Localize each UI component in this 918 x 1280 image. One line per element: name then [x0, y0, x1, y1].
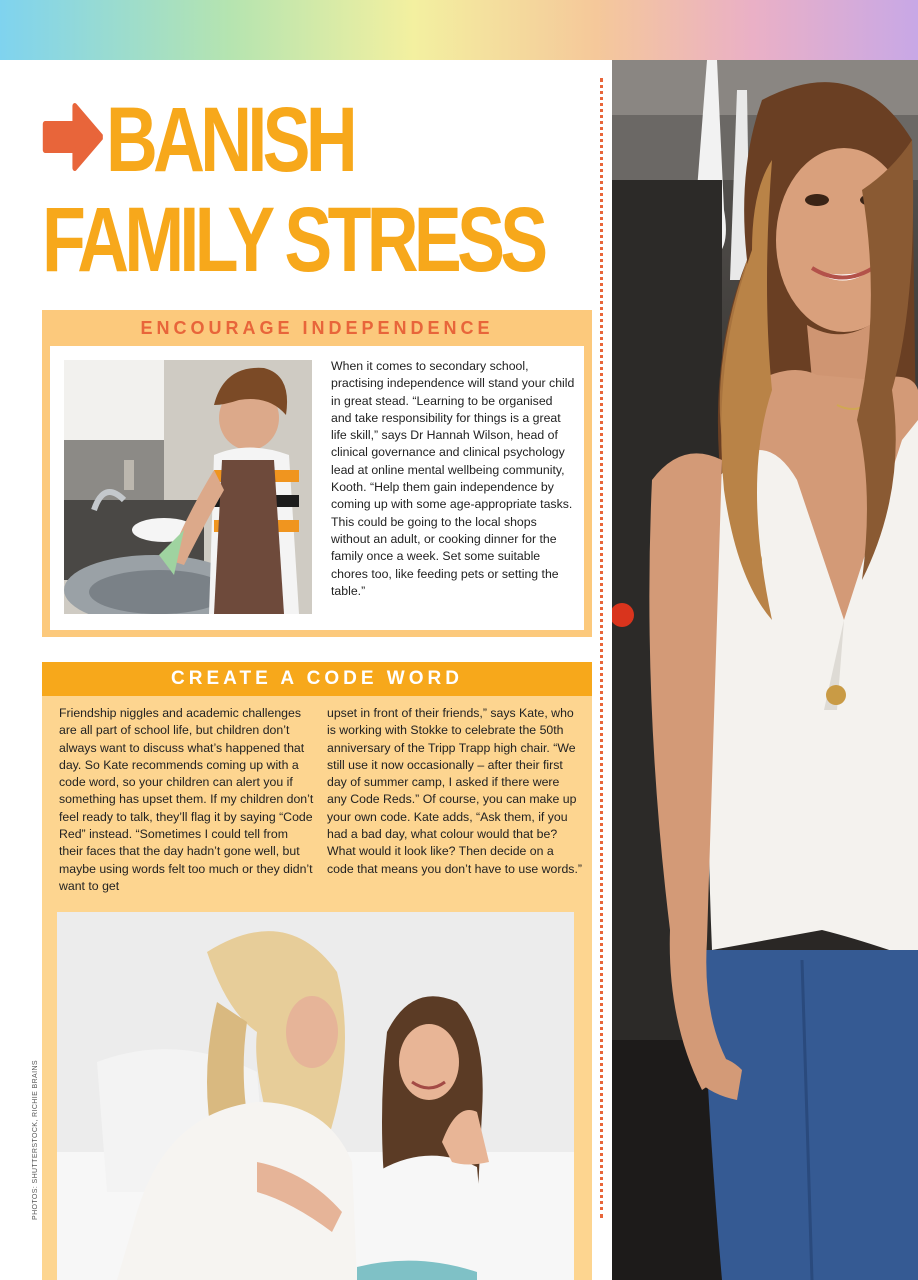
- section2-title: CREATE A CODE WORD: [171, 668, 463, 689]
- boy-illustration: [64, 360, 312, 614]
- section-create-code-word: [42, 662, 592, 1280]
- rainbow-banner: [0, 0, 918, 60]
- section1-title: ENCOURAGE INDEPENDENCE: [140, 318, 494, 338]
- headline-line-2: FAMILY STRESS: [42, 189, 544, 291]
- headline: [42, 89, 544, 291]
- boy-washing-dishes-photo: [64, 360, 312, 614]
- photo-credit: PHOTOS: SHUTTERSTOCK, RICHIE BRAINS: [32, 1060, 39, 1220]
- mother-daughter-photo: [57, 912, 574, 1280]
- section2-column-1: Friendship niggles and academic challenges are all part of school life, but children don’t always want to discuss what’s happened that day. So Kate recommends coming up with a code word, so your children can alert you if something has upset them. If my children don’t feel ready to talk, they’ll flag it by saying “Code Red” instead. “Sometimes I could tell from their faces that the day hadn’t gone well, but maybe using words felt too much or they didn’t want to get: [59, 706, 314, 893]
- section2-column-2: upset in front of their friends,” says Kate, who is working with Stokke to celebrate the 50th anniversary of the Tripp Trapp high chair. “We still use it now occasionally – after their first day of summer camp, I asked if there were any Code Reds.” Of course, you can make up your own code. Kate adds, “Ask them, if you had a bad day, what colour would that be? What would it look like? Then decide on a code that means you don’t have to use words.”: [327, 706, 582, 876]
- woman-photo: [612, 60, 918, 1280]
- dotted-divider: [600, 78, 603, 1218]
- section1-panel: [50, 346, 584, 630]
- woman-illustration: [612, 60, 918, 1280]
- section-encourage-independence: [42, 310, 592, 637]
- section1-body: When it comes to secondary school, practising independence will stand your child in great stead. “Learning to be organised and take responsibility for things is a great life skill,” says Dr Hannah Wilson, head of clinical governance and clinical psychology lead at online mental wellbeing community, Kooth. “Help them gain independence by coming up with some age-appropriate tasks. This could be going to the local shops without an adult, or cooking dinner for the family once a week. Set some suitable chores too, like feeding pets or setting the table.”: [331, 359, 575, 598]
- mother-daughter-illustration: [57, 912, 574, 1280]
- headline-line-1: [42, 90, 479, 190]
- headline-text-1: BANISH: [105, 89, 353, 191]
- arrow-right-icon: [42, 102, 103, 172]
